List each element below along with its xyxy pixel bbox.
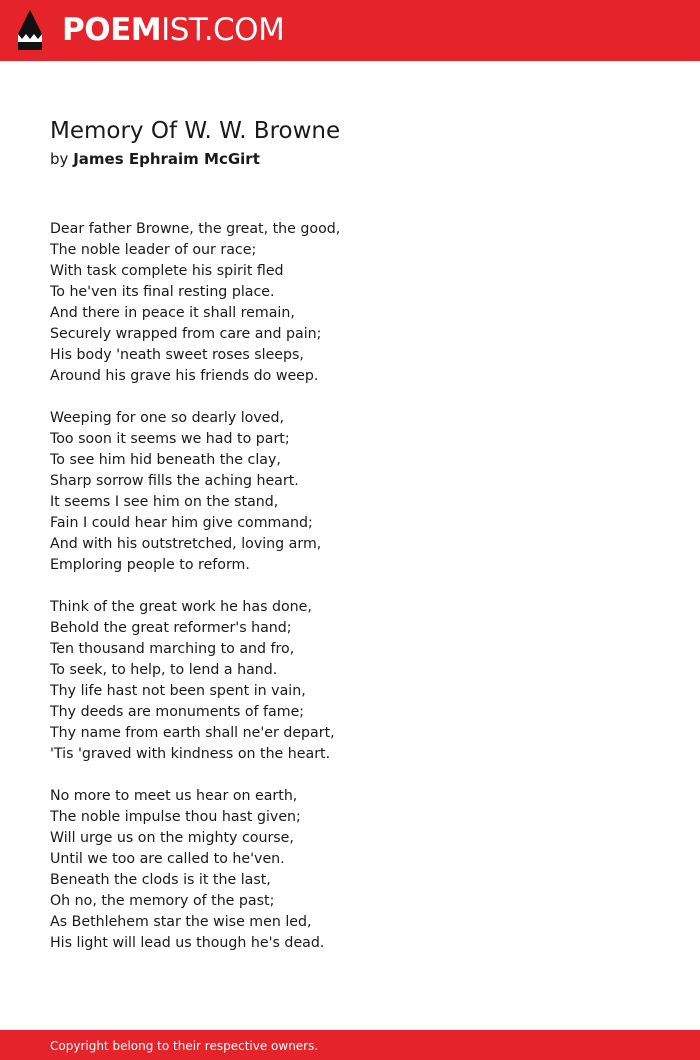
byline [50, 149, 260, 169]
copyright-text: Copyright belong to their respective owners. [50, 1039, 319, 1053]
poem-line: His light will lead us though he's dead. [50, 935, 325, 951]
poem-line: To seek, to help, to lend a hand. [50, 662, 278, 678]
poem-line: The noble leader of our race; [50, 242, 257, 258]
poem-line: Securely wrapped from care and pain; [50, 326, 322, 342]
poem-line: Weeping for one so dearly loved, [50, 410, 284, 426]
poem-line: Emploring people to reform. [50, 557, 250, 573]
poem-line: Will urge us on the mighty course, [50, 830, 294, 846]
poem-line: Thy life hast not been spent in vain, [50, 683, 306, 699]
logo-text-light: IST.COM [161, 12, 285, 48]
poem-author: James Ephraim McGirt [73, 150, 260, 168]
poem-line: It seems I see him on the stand, [50, 494, 279, 510]
poem-line: Thy name from earth shall ne'er depart, [50, 725, 335, 741]
poem-line: Until we too are called to he'ven. [50, 851, 285, 867]
poem-line: The noble impulse thou hast given; [50, 809, 301, 825]
poem-line: Around his grave his friends do weep. [50, 368, 319, 384]
stanza [50, 597, 610, 765]
poem-line: Behold the great reformer's hand; [50, 620, 292, 636]
poem-title: Memory Of W. W. Browne [50, 118, 341, 144]
pencil-icon [17, 9, 43, 51]
poem-line: As Bethlehem star the wise men led, [50, 914, 312, 930]
poem-line: Beneath the clods is it the last, [50, 872, 271, 888]
poem-line: Thy deeds are monuments of fame; [50, 704, 305, 720]
poem-line: And there in peace it shall remain, [50, 305, 295, 321]
poem-line: With task complete his spirit fled [50, 263, 284, 279]
poem-line: Sharp sorrow fills the aching heart. [50, 473, 299, 489]
poem-line: To see him hid beneath the clay, [50, 452, 281, 468]
by-label: by [50, 150, 69, 168]
poem-line: 'Tis 'graved with kindness on the heart. [50, 746, 331, 762]
poem-line: Too soon it seems we had to part; [50, 431, 290, 447]
poem-line: No more to meet us hear on earth, [50, 788, 298, 804]
stanza [50, 786, 610, 954]
stanza [50, 219, 610, 387]
stanza [50, 408, 610, 576]
poem-line: Ten thousand marching to and fro, [50, 641, 295, 657]
footer-bar [0, 1030, 700, 1060]
poem-line: His body 'neath sweet roses sleeps, [50, 347, 304, 363]
poem-body [50, 219, 610, 975]
logo-text-bold: POEM [62, 12, 162, 48]
poem-line: Oh no, the memory of the past; [50, 893, 275, 909]
site-logo[interactable] [62, 11, 284, 49]
poem-line: And with his outstretched, loving arm, [50, 536, 322, 552]
poem-line: Think of the great work he has done, [50, 599, 312, 615]
poem-line: Dear father Browne, the great, the good, [50, 221, 341, 237]
header-bar [0, 0, 700, 61]
poem-line: Fain I could hear him give command; [50, 515, 313, 531]
poem-line: To he'ven its final resting place. [50, 284, 275, 300]
